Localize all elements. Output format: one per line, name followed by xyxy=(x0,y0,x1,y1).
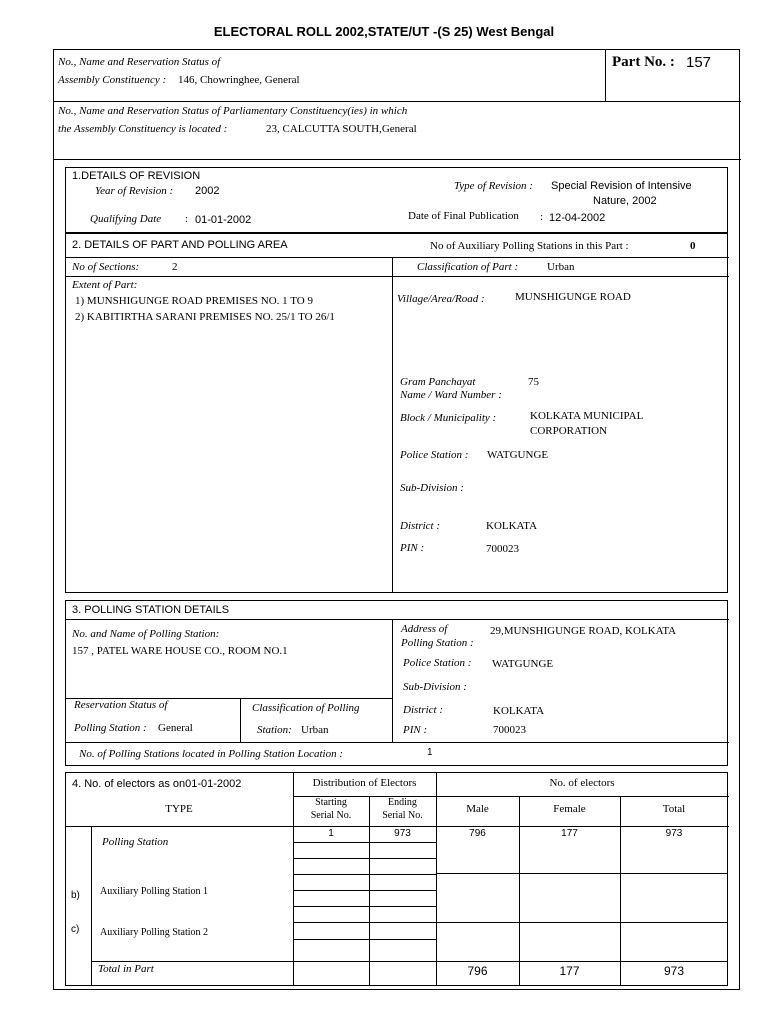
part-classification-label: Classification of Part : xyxy=(417,261,519,273)
row-female: 177 xyxy=(561,828,578,839)
row-label: Polling Station xyxy=(102,836,169,848)
electors-heading-date: 01-01-2002 xyxy=(185,778,242,790)
no-electors-header: No. of electors xyxy=(549,777,615,789)
type-header: TYPE xyxy=(165,803,193,815)
total-row-male: 796 xyxy=(467,964,488,978)
area-pin-label: PIN : xyxy=(400,542,425,554)
female-header: Female xyxy=(553,803,586,815)
end-serial-header-2: Serial No. xyxy=(382,810,423,821)
gram-label-1: Gram Panchayat xyxy=(400,376,476,388)
year-label: Year of Revision : xyxy=(95,185,174,197)
revision-type-label: Type of Revision : xyxy=(454,180,533,192)
reservation-value: General xyxy=(158,722,193,734)
station-count-value: 1 xyxy=(427,747,433,758)
block-label: Block / Municipality : xyxy=(400,412,497,424)
extent-item: 2) KABITIRTHA SARANI PREMISES NO. 25/1 TO 26/1 xyxy=(75,311,335,323)
gram-value: 75 xyxy=(528,376,539,388)
row-marker: c) xyxy=(71,924,80,935)
polling-pin-label: PIN : xyxy=(403,724,428,736)
pc-label-1: No., Name and Reservation Status of Parliamentary Constituency(ies) in which xyxy=(58,105,408,117)
village-label: Village/Area/Road : xyxy=(397,293,485,305)
page-title: ELECTORAL ROLL 2002,STATE/UT -(S 25) West Bengal xyxy=(213,24,555,39)
area-pin-value: 700023 xyxy=(486,543,519,555)
ac-value: 146, Chowringhee, General xyxy=(178,74,300,86)
polling-police-value: WATGUNGE xyxy=(492,658,554,670)
polling-police-label: Police Station : xyxy=(403,657,472,669)
polling-class-value: Urban xyxy=(301,724,329,736)
final-pub-sep: : xyxy=(540,211,544,223)
distribution-header: Distribution of Electors xyxy=(312,777,417,789)
row-label: Auxiliary Polling Station 2 xyxy=(100,927,209,938)
polling-district-label: District : xyxy=(403,704,444,716)
sections-value: 2 xyxy=(172,261,178,273)
polling-name-value: 157 , PATEL WARE HOUSE CO., ROOM NO.1 xyxy=(72,645,288,657)
part-area-heading: 2. DETAILS OF PART AND POLLING AREA xyxy=(72,239,288,251)
polling-class-label-2: Station: xyxy=(257,724,292,736)
village-value: MUNSHIGUNGE ROAD xyxy=(515,291,631,303)
start-serial-header-2: Serial No. xyxy=(310,810,352,821)
final-pub-value: 12-04-2002 xyxy=(549,212,606,224)
block-value-1: KOLKATA MUNICIPAL xyxy=(530,410,644,422)
polling-district-value: KOLKATA xyxy=(493,705,545,717)
row-male: 796 xyxy=(469,828,486,839)
aux-stations-value: 0 xyxy=(690,240,696,252)
revision-heading: 1.DETAILS OF REVISION xyxy=(72,170,201,182)
area-police-value: WATGUNGE xyxy=(487,449,549,461)
area-police-label: Police Station : xyxy=(400,449,469,461)
total-header: Total xyxy=(662,803,686,815)
polling-heading: 3. POLLING STATION DETAILS xyxy=(72,604,230,616)
gram-label-2: Name / Ward Number : xyxy=(400,389,502,401)
total-row-label: Total in Part xyxy=(98,963,154,975)
pc-value: 23, CALCUTTA SOUTH,General xyxy=(266,123,417,135)
sections-label: No of Sections: xyxy=(72,261,140,273)
end-serial-header-1: Ending xyxy=(388,797,417,808)
area-district-label: District : xyxy=(400,520,441,532)
block-value-2: CORPORATION xyxy=(530,425,608,437)
part-classification-value: Urban xyxy=(547,261,575,273)
male-header: Male xyxy=(466,803,489,815)
area-subdiv-label: Sub-Division : xyxy=(400,482,464,494)
reservation-label-1: Reservation Status of xyxy=(74,699,168,711)
address-label-1: Address of xyxy=(401,623,448,635)
extent-item: 1) MUNSHIGUNGE ROAD PREMISES NO. 1 TO 9 xyxy=(75,295,313,307)
extent-label: Extent of Part: xyxy=(72,279,138,291)
area-district-value: KOLKATA xyxy=(486,520,538,532)
total-row-female: 177 xyxy=(559,964,580,978)
qualifying-sep: : xyxy=(185,213,189,225)
reservation-label-2: Polling Station : xyxy=(74,722,147,734)
final-pub-label: Date of Final Publication xyxy=(408,210,519,222)
revision-type-value-2: Nature, 2002 xyxy=(593,195,657,207)
ac-label-2: Assembly Constituency : xyxy=(58,74,167,86)
part-no-label: Part No. : xyxy=(612,54,675,70)
polling-subdiv-label: Sub-Division : xyxy=(403,681,467,693)
row-total: 973 xyxy=(665,828,683,839)
start-serial-header-1: Starting xyxy=(315,797,347,808)
ac-label-1: No., Name and Reservation Status of xyxy=(58,56,221,68)
electors-heading-label: 4. No. of electors as on xyxy=(72,778,186,790)
row-start-serial: 1 xyxy=(328,828,334,839)
total-row-total: 973 xyxy=(663,964,685,978)
qualifying-label: Qualifying Date xyxy=(90,213,162,225)
station-count-label: No. of Polling Stations located in Polling Station Location : xyxy=(79,748,343,760)
address-value: 29,MUNSHIGUNGE ROAD, KOLKATA xyxy=(490,625,677,637)
row-end-serial: 973 xyxy=(394,828,411,839)
year-value: 2002 xyxy=(195,185,220,197)
pc-label-2: the Assembly Constituency is located : xyxy=(58,123,228,135)
part-no-value: 157 xyxy=(686,54,712,71)
electors-heading xyxy=(72,778,241,791)
polling-pin-value: 700023 xyxy=(493,724,526,736)
address-label-2: Polling Station : xyxy=(401,637,474,649)
revision-type-value-1: Special Revision of Intensive xyxy=(551,180,692,192)
polling-class-label-1: Classification of Polling xyxy=(252,702,360,714)
row-marker: b) xyxy=(71,890,80,901)
polling-name-label: No. and Name of Polling Station: xyxy=(72,628,220,640)
row-label: Auxiliary Polling Station 1 xyxy=(100,886,209,897)
qualifying-value: 01-01-2002 xyxy=(195,214,252,226)
aux-stations-label: No of Auxiliary Polling Stations in this Part : xyxy=(430,240,629,252)
